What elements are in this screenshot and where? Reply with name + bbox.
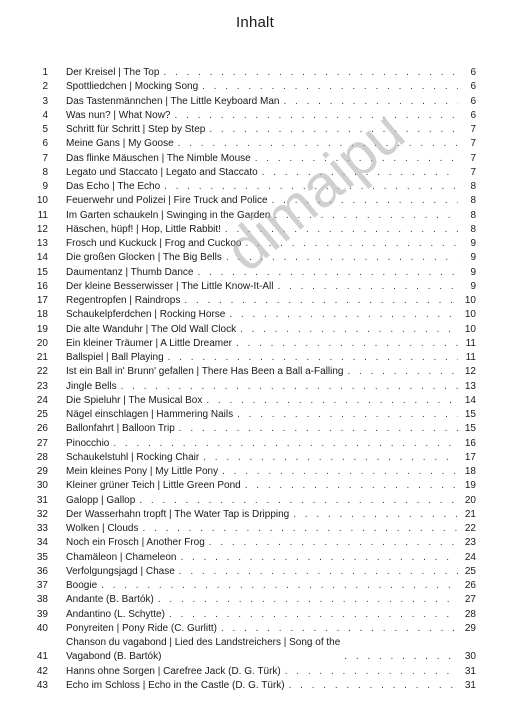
- dot-leader: [203, 451, 458, 465]
- entry-title: Andante (B. Bartók): [66, 594, 154, 606]
- entry-title: Die großen Glocken | The Big Bells: [66, 252, 222, 264]
- toc-entry: [30, 237, 476, 251]
- entry-page-number: 8: [470, 195, 476, 207]
- toc-entry: [30, 351, 476, 365]
- entry-page-number: 10: [464, 323, 476, 335]
- entry-page-number: 6: [470, 81, 476, 93]
- toc-entry: [30, 123, 476, 137]
- dot-leader: [262, 166, 458, 180]
- entry-number: 36: [36, 565, 48, 577]
- entry-number: 42: [36, 665, 48, 677]
- entry-page-number: 16: [464, 437, 476, 449]
- toc-entry: [30, 579, 476, 593]
- entry-title: Schritt für Schritt | Step by Step: [66, 124, 206, 135]
- dot-leader: [163, 66, 458, 80]
- dot-leader: [158, 593, 458, 607]
- toc-entry: [30, 408, 476, 422]
- entry-page-number: 21: [464, 508, 476, 520]
- entry-number: 33: [36, 523, 48, 534]
- entry-title: Verfolgungsjagd | Chase: [66, 565, 175, 577]
- dot-leader: [221, 622, 458, 636]
- entry-title: Das Echo | The Echo: [66, 181, 161, 192]
- toc-entry: [30, 95, 476, 109]
- entry-title: Boogie: [66, 580, 98, 591]
- entry-title: Die alte Wanduhr | The Old Wall Clock: [66, 323, 237, 335]
- dot-leader: [236, 337, 458, 351]
- entry-number: 20: [36, 337, 48, 349]
- entry-number: 15: [36, 266, 48, 278]
- dot-leader: [225, 223, 458, 237]
- toc-entry: [30, 636, 476, 665]
- entry-number: 27: [36, 437, 48, 449]
- entry-page-number: 23: [464, 537, 476, 549]
- entry-page-number: 7: [470, 138, 476, 150]
- entry-title: [66, 636, 340, 665]
- toc-entry: [30, 622, 476, 636]
- entry-title: Pinocchio: [66, 437, 110, 449]
- toc-entry: [30, 608, 476, 622]
- dot-leader: [178, 137, 458, 151]
- entry-page-number: 12: [464, 366, 476, 378]
- toc-entry: [30, 66, 476, 80]
- dot-leader: [169, 608, 458, 622]
- dot-leader: [229, 308, 458, 322]
- dot-leader: [348, 365, 459, 379]
- toc-entry: [30, 166, 476, 180]
- toc-entry: [30, 380, 476, 394]
- entry-title: Ein kleiner Träumer | A Little Dreamer: [66, 337, 232, 349]
- dot-leader: [168, 351, 458, 365]
- entry-number: 24: [36, 394, 48, 406]
- entry-number: 18: [36, 309, 48, 321]
- toc-entry: [30, 508, 476, 522]
- toc-entry: [30, 465, 476, 479]
- entry-title: Ist ein Ball in' Brunn' gefallen | There Has Been a Ball a-Falling: [66, 366, 344, 378]
- entry-number: 3: [42, 95, 48, 107]
- entry-number: 41: [36, 651, 48, 663]
- toc-entry: [30, 565, 476, 579]
- dot-leader: [293, 508, 458, 522]
- entry-number: 32: [36, 508, 48, 520]
- toc-entry: [30, 551, 476, 565]
- entry-title: Frosch und Kuckuck | Frog and Cuckoo: [66, 238, 242, 249]
- entry-title: Ballonfahrt | Balloon Trip: [66, 423, 175, 435]
- dot-leader: [289, 679, 458, 693]
- entry-title: Noch ein Frosch | Another Frog: [66, 537, 205, 549]
- toc-entry: [30, 308, 476, 322]
- entry-number: 23: [36, 380, 48, 392]
- entry-number: 9: [42, 181, 48, 192]
- entry-page-number: 8: [470, 223, 476, 235]
- entry-title: Die Spieluhr | The Musical Box: [66, 394, 203, 406]
- toc-entry: [30, 522, 476, 536]
- entry-page-number: 31: [464, 679, 476, 691]
- toc-entry: [30, 494, 476, 508]
- entry-title: Nägel einschlagen | Hammering Nails: [66, 409, 234, 420]
- toc-entry: [30, 266, 476, 280]
- entry-number: 21: [36, 352, 48, 363]
- toc-entry: [30, 323, 476, 337]
- entry-number: 22: [36, 366, 48, 378]
- entry-page-number: 9: [470, 280, 476, 292]
- dot-leader: [285, 665, 458, 679]
- entry-title: Im Garten schaukeln | Swinging in the Garden: [66, 209, 271, 221]
- toc-entry: [30, 679, 476, 693]
- toc-entry: [30, 294, 476, 308]
- toc-entry: [30, 280, 476, 294]
- entry-title: Spottliedchen | Mocking Song: [66, 81, 199, 93]
- entry-title: Häschen, hüpf! | Hop, Little Rabbit!: [66, 223, 221, 235]
- dot-leader: [184, 294, 458, 308]
- entry-number: 5: [42, 124, 48, 135]
- dot-leader: [226, 251, 458, 265]
- entry-page-number: 29: [464, 622, 476, 634]
- entry-number: 35: [36, 551, 48, 563]
- dot-leader: [245, 237, 458, 251]
- entry-title: Der Wasserhahn tropft | The Water Tap is Dripping: [66, 508, 290, 520]
- entry-number: 17: [36, 295, 48, 306]
- entry-number: 39: [36, 608, 48, 620]
- entry-page-number: 14: [464, 394, 476, 406]
- entry-page-number: 20: [464, 494, 476, 506]
- entry-page-number: 15: [464, 409, 476, 420]
- entry-number: 13: [36, 238, 48, 249]
- entry-number: 31: [36, 494, 48, 506]
- entry-title: Feuerwehr und Polizei | Fire Truck and Police: [66, 195, 268, 207]
- entry-title: Mein kleines Pony | My Little Pony: [66, 466, 219, 477]
- entry-page-number: 10: [464, 309, 476, 321]
- entry-page-number: 9: [470, 238, 476, 249]
- dot-leader: [255, 152, 458, 166]
- dot-leader: [245, 479, 458, 493]
- entry-page-number: 8: [470, 209, 476, 221]
- entry-page-number: 28: [464, 608, 476, 620]
- dot-leader: [278, 280, 459, 294]
- entry-number: 1: [42, 67, 48, 78]
- dot-leader: [202, 80, 458, 94]
- watermark-text: dimaipu: [212, 97, 417, 285]
- entry-page-number: 25: [464, 565, 476, 577]
- dot-leader: [179, 565, 458, 579]
- entry-number: 30: [36, 480, 48, 492]
- entry-page-number: 26: [464, 580, 476, 591]
- dot-leader: [179, 422, 458, 436]
- entry-page-number: 11: [465, 352, 476, 363]
- entry-page-number: 11: [465, 337, 476, 349]
- toc-entry: [30, 593, 476, 607]
- entry-page-number: 27: [464, 594, 476, 606]
- entry-title: Jingle Bells: [66, 380, 117, 392]
- dot-leader: [209, 123, 458, 137]
- page-title: Inhalt: [236, 14, 274, 31]
- entry-title: Ballspiel | Ball Playing: [66, 352, 164, 363]
- entry-page-number: 24: [464, 551, 476, 563]
- entry-number: 6: [42, 138, 48, 150]
- entry-number: 37: [36, 580, 48, 591]
- entry-title: Daumentanz | Thumb Dance: [66, 266, 194, 278]
- toc-entry: [30, 152, 476, 166]
- entry-page-number: 22: [464, 523, 476, 534]
- entry-title: Legato und Staccato | Legato and Staccato: [66, 166, 258, 178]
- entry-number: 16: [36, 280, 48, 292]
- dot-leader: [121, 380, 458, 394]
- entry-title: Schaukelstuhl | Rocking Chair: [66, 451, 200, 463]
- table-of-contents: [30, 66, 476, 693]
- entry-title: Kleiner grüner Teich | Little Green Pond: [66, 480, 241, 492]
- entry-number: 14: [36, 252, 48, 264]
- entry-page-number: 6: [470, 109, 476, 121]
- dot-leader: [164, 180, 458, 194]
- entry-page-number: 10: [464, 295, 476, 306]
- dot-leader: [113, 437, 458, 451]
- entry-title: Ponyreiten | Pony Ride (C. Gurlitt): [66, 622, 217, 634]
- entry-number: 12: [36, 223, 48, 235]
- entry-title-line1: Chanson du vagabond | Lied des Landstreichers | Song of the: [66, 637, 341, 648]
- entry-page-number: 9: [470, 252, 476, 264]
- toc-entry: [30, 437, 476, 451]
- entry-number: 4: [42, 109, 48, 121]
- dot-leader: [274, 209, 458, 223]
- toc-entry: [30, 451, 476, 465]
- entry-title: Das Tastenmännchen | The Little Keyboard Man: [66, 95, 280, 107]
- entry-title: Hanns ohne Sorgen | Carefree Jack (D. G. Türk): [66, 665, 281, 677]
- entry-title: Der kleine Besserwisser | The Little Know-It-All: [66, 280, 274, 292]
- dot-leader: [175, 109, 459, 123]
- toc-entry: [30, 251, 476, 265]
- entry-page-number: 17: [464, 451, 476, 463]
- entry-number: 10: [36, 195, 48, 207]
- entry-number: 38: [36, 594, 48, 606]
- entry-page-number: 9: [470, 266, 476, 278]
- entry-page-number: 7: [470, 152, 476, 164]
- entry-page-number: 7: [470, 166, 476, 178]
- dot-leader: [206, 394, 458, 408]
- entry-title: Das flinke Mäuschen | The Nimble Mouse: [66, 152, 251, 164]
- dot-leader: [222, 465, 458, 479]
- toc-entry: [30, 209, 476, 223]
- entry-number: 19: [36, 323, 48, 335]
- entry-page-number: 13: [464, 380, 476, 392]
- entry-number: 7: [42, 152, 48, 164]
- entry-page-number: 6: [470, 67, 476, 78]
- dot-leader: [240, 323, 458, 337]
- toc-entry: [30, 80, 476, 94]
- dot-leader: [101, 579, 458, 593]
- entry-title: Galopp | Gallop: [66, 494, 136, 506]
- entry-title: Echo im Schloss | Echo in the Castle (D. G. Türk): [66, 679, 285, 691]
- entry-title: Was nun? | What Now?: [66, 109, 171, 121]
- entry-page-number: 7: [470, 124, 476, 135]
- entry-title: Chamäleon | Chameleon: [66, 551, 177, 563]
- entry-title: Meine Gans | My Goose: [66, 138, 174, 150]
- entry-title: Regentropfen | Raindrops: [66, 295, 181, 306]
- toc-entry: [30, 665, 476, 679]
- entry-number: 43: [36, 679, 48, 691]
- entry-page-number: 15: [464, 423, 476, 435]
- entry-title: Wolken | Clouds: [66, 523, 139, 534]
- toc-entry: [30, 223, 476, 237]
- toc-entry: [30, 137, 476, 151]
- toc-entry: [30, 536, 476, 550]
- entry-title: Der Kreisel | The Top: [66, 67, 160, 78]
- entry-page-number: 18: [464, 466, 476, 477]
- entry-title: Schaukelpferdchen | Rocking Horse: [66, 309, 226, 321]
- toc-entry: [30, 180, 476, 194]
- entry-number: 40: [36, 622, 48, 634]
- toc-entry: [30, 422, 476, 436]
- dot-leader: [142, 522, 458, 536]
- toc-entry: [30, 394, 476, 408]
- dot-leader: [272, 194, 458, 208]
- entry-number: 11: [37, 209, 48, 221]
- dot-leader: [180, 551, 458, 565]
- dot-leader: [197, 266, 458, 280]
- entry-number: 25: [36, 409, 48, 420]
- dot-leader: [209, 536, 458, 550]
- dot-leader: [344, 650, 458, 664]
- dot-leader: [283, 95, 458, 109]
- toc-entry: [30, 365, 476, 379]
- toc-entry: [30, 109, 476, 123]
- toc-entry: [30, 479, 476, 493]
- toc-entry: [30, 194, 476, 208]
- dot-leader: [237, 408, 458, 422]
- entry-title-line2: Vagabond (B. Bartók): [66, 651, 162, 663]
- entry-title: Andantino (L. Schytte): [66, 608, 165, 620]
- entry-number: 34: [36, 537, 48, 549]
- entry-number: 8: [42, 166, 48, 178]
- entry-number: 26: [36, 423, 48, 435]
- entry-number: 29: [36, 466, 48, 477]
- entry-page-number: 6: [470, 95, 476, 107]
- toc-entry: [30, 337, 476, 351]
- entry-page-number: 8: [470, 181, 476, 192]
- entry-number: 2: [42, 81, 48, 93]
- entry-page-number: 30: [464, 651, 476, 663]
- entry-page-number: 19: [464, 480, 476, 492]
- entry-number: 28: [36, 451, 48, 463]
- dot-leader: [139, 494, 458, 508]
- entry-page-number: 31: [464, 665, 476, 677]
